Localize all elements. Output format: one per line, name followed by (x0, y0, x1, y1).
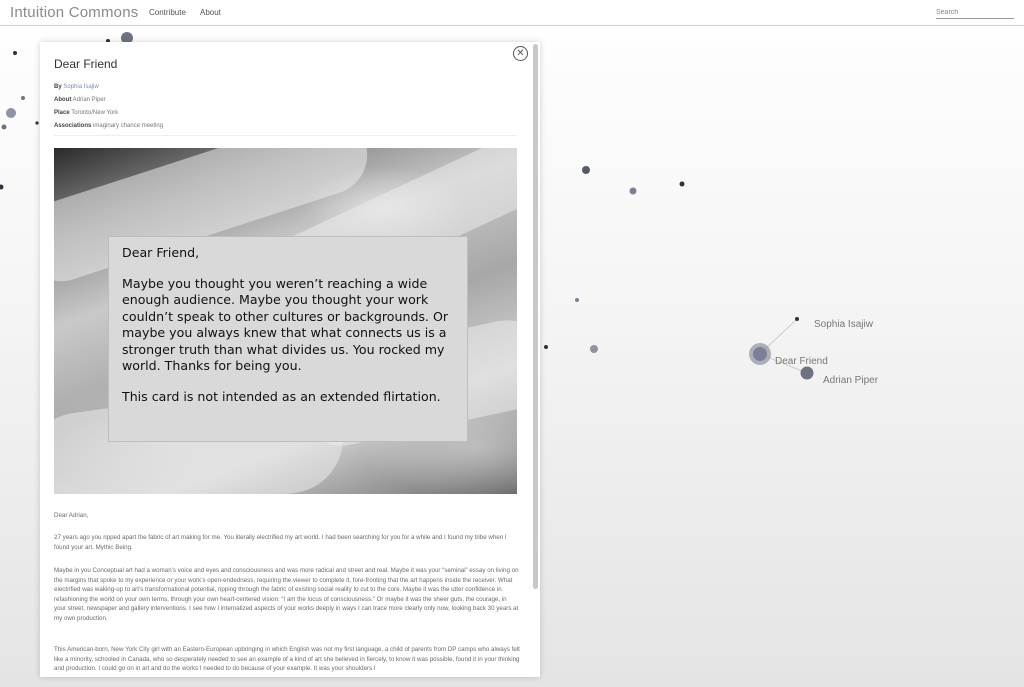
greeting-card (108, 236, 468, 442)
site-logo[interactable]: Intuition Commons (10, 4, 139, 21)
artwork-image (54, 148, 517, 494)
meta-associations: Associations imaginary chance meeting (54, 123, 164, 129)
close-circle-icon: ✕ (516, 47, 525, 59)
graph-node[interactable] (6, 108, 16, 118)
detail-panel (40, 42, 540, 677)
associations-value: imaginary chance meeting (93, 123, 164, 129)
card-greeting: Dear Friend, (122, 245, 200, 260)
graph-node[interactable] (630, 188, 637, 195)
graph-node[interactable] (680, 182, 685, 187)
nav-about[interactable]: About (200, 8, 221, 17)
card-message: Maybe you thought you weren’t reaching a wide enough audience. Maybe you thought your work couldn’t speak to other cultures or backgrounds. Or maybe you always knew that what connects us is a stronger truth than what divides us. You rocked my world. Thanks for being you. (122, 275, 449, 373)
meta-place: Place Toronto/New York (54, 110, 119, 116)
meta-about: About Adrian Piper (54, 97, 106, 103)
divider (54, 135, 517, 136)
graph-node-adrian-piper[interactable] (801, 367, 814, 380)
graph-node[interactable] (582, 166, 590, 174)
letter-salutation: Dear Adrian, (54, 512, 89, 519)
place-value: Toronto/New York (71, 110, 119, 116)
panel-scrollbar[interactable] (533, 44, 538, 589)
letter-paragraph-1: 27 years ago you ripped apart the fabric of art making for me. You literally electrified my art world. I had been searching for you for a while and I found my tribe when I found your art. Mythic Being. (54, 534, 507, 551)
about-value: Adrian Piper (72, 97, 106, 103)
graph-node[interactable] (13, 51, 17, 55)
meta-by: By Sophia Isajiw (54, 84, 99, 90)
graph-node[interactable] (0, 185, 4, 190)
graph-node[interactable] (21, 96, 25, 100)
letter-paragraph-3: This American-born, New York City girl with an Eastern-European upbringing in which English was not my first language, a child of parents from DP camps who always felt like a minority, schooled in Canada, who so desperately needed to see an example of a kind of art she believed in fiercely, to know it was possible, found it in your thinking and production. I could go on in art and do the works I needed to do because of your example. It was your shoulders I (54, 646, 520, 673)
graph-node[interactable] (544, 345, 548, 349)
nav-contribute[interactable]: Contribute (149, 8, 186, 17)
graph-label-sophia-isajiw: Sophia Isajiw (814, 319, 873, 330)
close-button[interactable] (513, 46, 528, 61)
card-footer: This card is not intended as an extended flirtation. (122, 388, 441, 404)
graph-label-dear-friend: Dear Friend (775, 356, 828, 367)
graph-node[interactable] (2, 125, 7, 130)
graph-node[interactable] (35, 121, 38, 124)
letter-paragraph-2: Maybe in you Conceptual art had a woman’s voice and eyes and consciousness and was more radical and street and real. Maybe it was your “seminal” essay on living on the margins that spoke to my experience or your work’s open-endedness, requiring the viewer to complete it, fore-fronting that the art happens inside the receiver. What electrified was waking-up to art’s transformational potential, ripping through the fabric of existing social reality to cut to the core. Maybe it was the utter confidence in refashioning the world on your own terms, through your own heart-centered vision: “I am the locus of consciousness.” Or maybe it was the sheer guts, the courage, in your street, newspaper and gallery interventions. I see how I internalized aspects of your works deeply in ways I can trace more clearly only now, looking back 30 years at my own production. (54, 567, 519, 622)
author-link[interactable]: Sophia Isajiw (63, 84, 99, 90)
graph-node-sophia-isajiw[interactable] (795, 317, 799, 321)
graph-node[interactable] (575, 298, 579, 302)
page-title: Dear Friend (54, 57, 118, 71)
graph-label-adrian-piper: Adrian Piper (823, 375, 879, 386)
graph-node[interactable] (590, 345, 598, 353)
graph-node-dear-friend[interactable] (753, 347, 767, 361)
